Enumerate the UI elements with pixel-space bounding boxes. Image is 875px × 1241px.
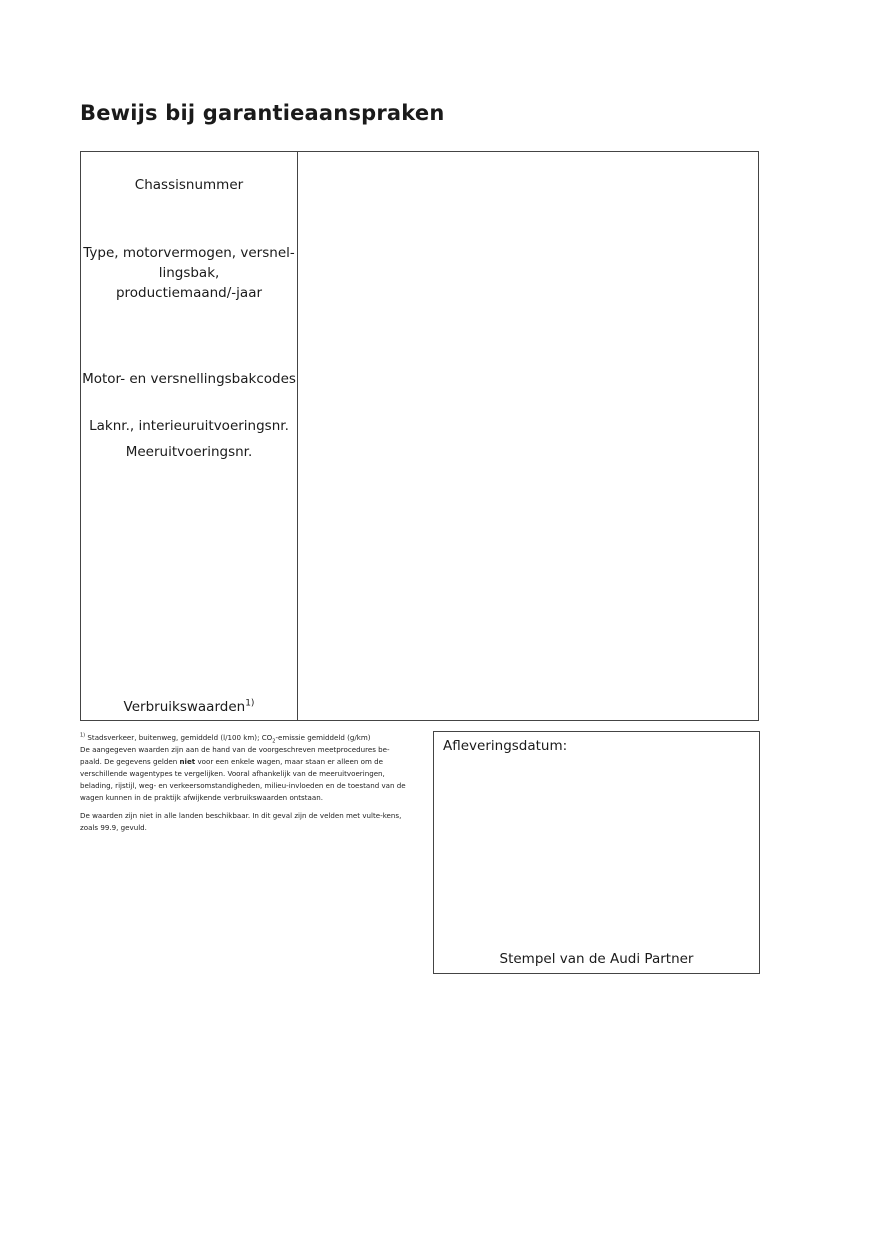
footnote-reference: 1) — [245, 698, 255, 709]
engine-gearbox-codes-label: Motor- en versnellingsbakcodes — [82, 371, 296, 387]
paint-interior-number-label: Laknr., interieuruitvoeringsnr. — [89, 418, 289, 434]
page-title: Bewijs bij garantieaanspraken — [80, 101, 445, 125]
footnote — [80, 732, 410, 834]
type-engine-gearbox-label — [81, 243, 297, 303]
chassis-number-label: Chassisnummer — [134, 177, 244, 193]
entry-area[interactable] — [298, 152, 758, 720]
vehicle-data-table — [80, 151, 759, 721]
type-label-line-2: lingsbak, — [158, 265, 220, 281]
footnote-line1-a: Stadsverkeer, buitenweg, gemiddeld (l/100 km); CO — [87, 733, 273, 742]
footnote-line1-b: -emissie gemiddeld (g/km) — [275, 733, 371, 742]
consumption-values-text: Verbruikswaarden — [123, 699, 246, 715]
footnote-paragraph-2: De waarden zijn niet in alle landen beschikbaar. In dit geval zijn de velden met vulte-kens, zoals 99.9, gevuld. — [80, 811, 402, 832]
co2-subscript: 2 — [272, 738, 276, 745]
footnote-text-after-bold: voor een enkele wagen, maar staan er alleen om de verschillende wagentypes te vergelijken. Vooral afhankelijk van de meeruitvoeringen, belading, rijstijl, weg- en verkeersomstandigheden, milieu-invloeden en de toestand van de wagen kunnen in de praktijk afwijkende verbruikswaarden ontstaan. — [80, 757, 406, 802]
footnote-bold-word: niet — [179, 757, 196, 766]
consumption-values-label — [81, 697, 297, 717]
footnote-text-before-bold: De aangegeven waarden zijn aan de hand van de voorgeschreven meetprocedures be-paald. De gegevens gelden — [80, 745, 390, 766]
type-label-line-1: Type, motorvermogen, versnel- — [83, 245, 295, 261]
dealer-stamp-label: Stempel van de Audi Partner — [499, 951, 694, 967]
options-number-label: Meeruitvoeringsnr. — [125, 444, 253, 460]
footnote-marker: 1) — [80, 732, 86, 739]
footnote-paragraph-1 — [80, 732, 410, 804]
delivery-box[interactable] — [433, 731, 760, 974]
type-label-line-3: productiemaand/-jaar — [115, 285, 263, 301]
delivery-date-label: Afleveringsdatum: — [443, 738, 568, 754]
